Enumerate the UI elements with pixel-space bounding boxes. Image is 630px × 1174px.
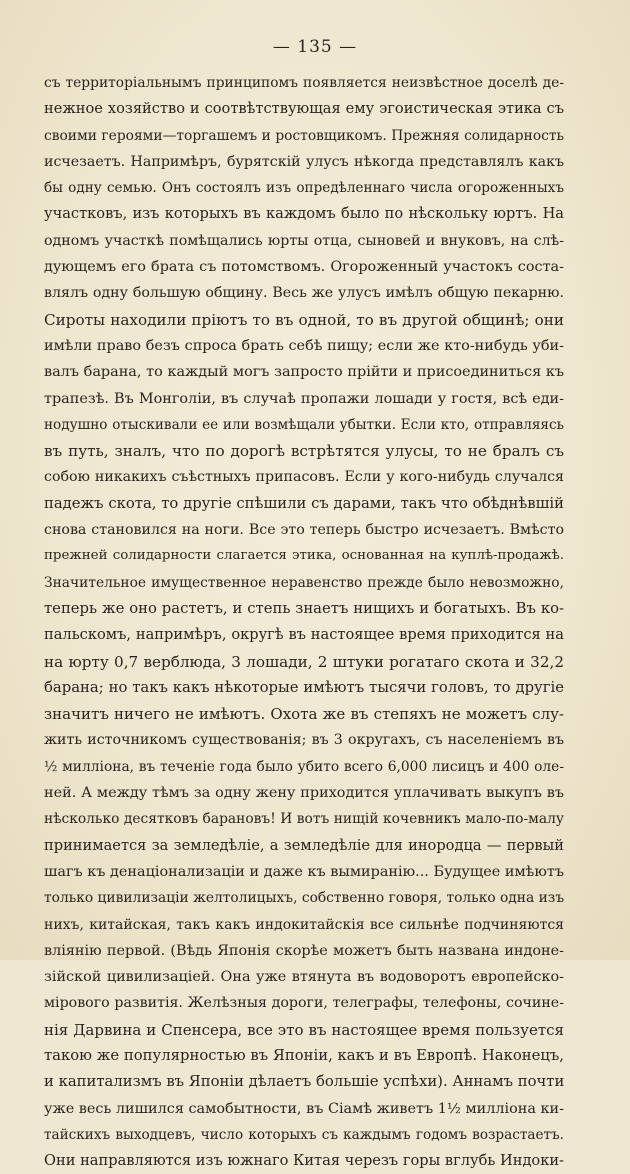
text-line: прежней солидарности слагается этика, основанная на куплѣ-продажѣ. [44,548,564,564]
text-line: нодушно отыскивали ее или возмѣщали убытки. Если кто, отправляясь [44,416,564,433]
text-line: шагъ къ денаціонализаціи и даже къ вымиранію... Будущее имѣютъ [44,863,564,880]
text-line: въ путь, зналъ, что по дорогѣ встрѣтятся улусы, то не бралъ съ [44,442,564,461]
text-line: имѣли право безъ спроса брать себѣ пищу; если же кто-нибудь уби- [44,337,564,354]
text-line: нія Дарвина и Спенсера, все это въ настоящее время пользуется [44,1020,564,1039]
text-line: Сироты находили пріютъ то въ одной, то въ другой общинѣ; они [44,310,564,329]
text-line: исчезаетъ. Напримѣръ, бурятскій улусъ нѣкогда представлялъ какъ [44,153,564,170]
text-line: тайскихъ выходцевъ, число которыхъ съ каждымъ годомъ возрастаетъ. [44,1126,564,1143]
text-line: вліянію первой. (Вѣдь Японія скорѣе можетъ быть названа индоне- [44,942,564,959]
text-line: теперь же оно растетъ, и степь знаетъ нищихъ и богатыхъ. Въ ко- [44,599,564,617]
text-line: только цивилизаціи желтолицыхъ, собственно говоря, только одна изъ [44,890,565,907]
text-line: Они направляются изъ южнаго Китая черезъ горы вглубь Индоки- [44,1152,564,1170]
text-line: нежное хозяйство и соотвѣтствующая ему эгоистическая этика съ [44,100,564,118]
text-line: дующемъ его брата съ потомствомъ. Огороженный участокъ соста- [44,259,564,276]
body-text [44,70,564,1174]
text-line: жить источникомъ существованія; въ 3 округахъ, съ населеніемъ въ [44,732,564,749]
text-line: мірового развитія. Желѣзныя дороги, телеграфы, телефоны, сочине- [44,995,564,1012]
text-line: падежъ скота, то другіе спѣшили съ дарами, такъ что обѣднѣвшій [44,494,564,512]
text-line: снова становился на ноги. Все это теперь быстро исчезаетъ. Вмѣсто [44,522,564,539]
text-line: значитъ ничего не имѣютъ. Охота же въ степяхъ не можетъ слу- [44,705,564,724]
text-line: такою же популярностью въ Японіи, какъ и въ Европѣ. Наконецъ, [44,1046,564,1064]
text-line: своими героями—торгашемъ и ростовщикомъ. Прежняя солидарность [44,127,564,144]
text-line: ней. А между тѣмъ за одну жену приходится уплачивать выкупъ въ [44,785,564,802]
text-line: съ территоріальнымъ принципомъ появляется неизвѣстное доселѣ де- [44,75,564,91]
text-line: нѣсколько десятковъ барановъ! И вотъ нищій кочевникъ мало-по-малу [44,811,564,828]
text-line: трапезѣ. Въ Монголіи, въ случаѣ пропажи лошади у гостя, всѣ еди- [44,390,564,407]
text-line: ½ милліона, въ теченіе года было убито всего 6,000 лисицъ и 400 оле- [44,758,564,775]
text-line: принимается за земледѣліе, а земледѣліе для инородца — первый [44,836,564,854]
text-line: барана; но такъ какъ нѣкоторые имѣютъ тысячи головъ, то другіе [44,678,564,696]
text-line: влялъ одну большую общину. Весь же улусъ имѣлъ общую пекарню. [44,285,564,302]
text-line: валъ барана, то каждый могъ запросто прійти и присоединиться къ [44,364,564,381]
text-line: уже весь лишился самобытности, въ Сіамѣ живетъ 1½ милліона ки- [44,1100,564,1117]
page-number: — 135 — [272,37,358,57]
text-line: и капитализмъ въ Японіи дѣлаетъ большіе успѣхи). Аннамъ почти [44,1073,565,1091]
text-line: на юрту 0,7 верблюда, 3 лошади, 2 штуки рогатаго скота и 32,2 [44,652,564,671]
text-line: пальскомъ, напримѣръ, округѣ въ настоящее время приходится на [44,626,564,644]
text-line: нихъ, китайская, такъ какъ индокитайскія все сильнѣе подчиняются [44,916,564,933]
text-line: собою никакихъ съѣстныхъ припасовъ. Если у кого-нибудь случался [44,469,564,486]
text-line: участковъ, изъ которыхъ въ каждомъ было по нѣскольку юртъ. На [44,205,564,223]
text-line: бы одну семью. Онъ состоялъ изъ опредѣленнаго числа огороженныхъ [44,180,564,197]
text-line: зійской цивилизаціей. Она уже втянута въ водоворотъ европейско- [44,969,564,986]
text-line: одномъ участкѣ помѣщались юрты отца, сыновей и внуковъ, на слѣ- [44,232,564,249]
text-line: Значительное имущественное неравенство прежде было невозможно, [44,574,564,591]
